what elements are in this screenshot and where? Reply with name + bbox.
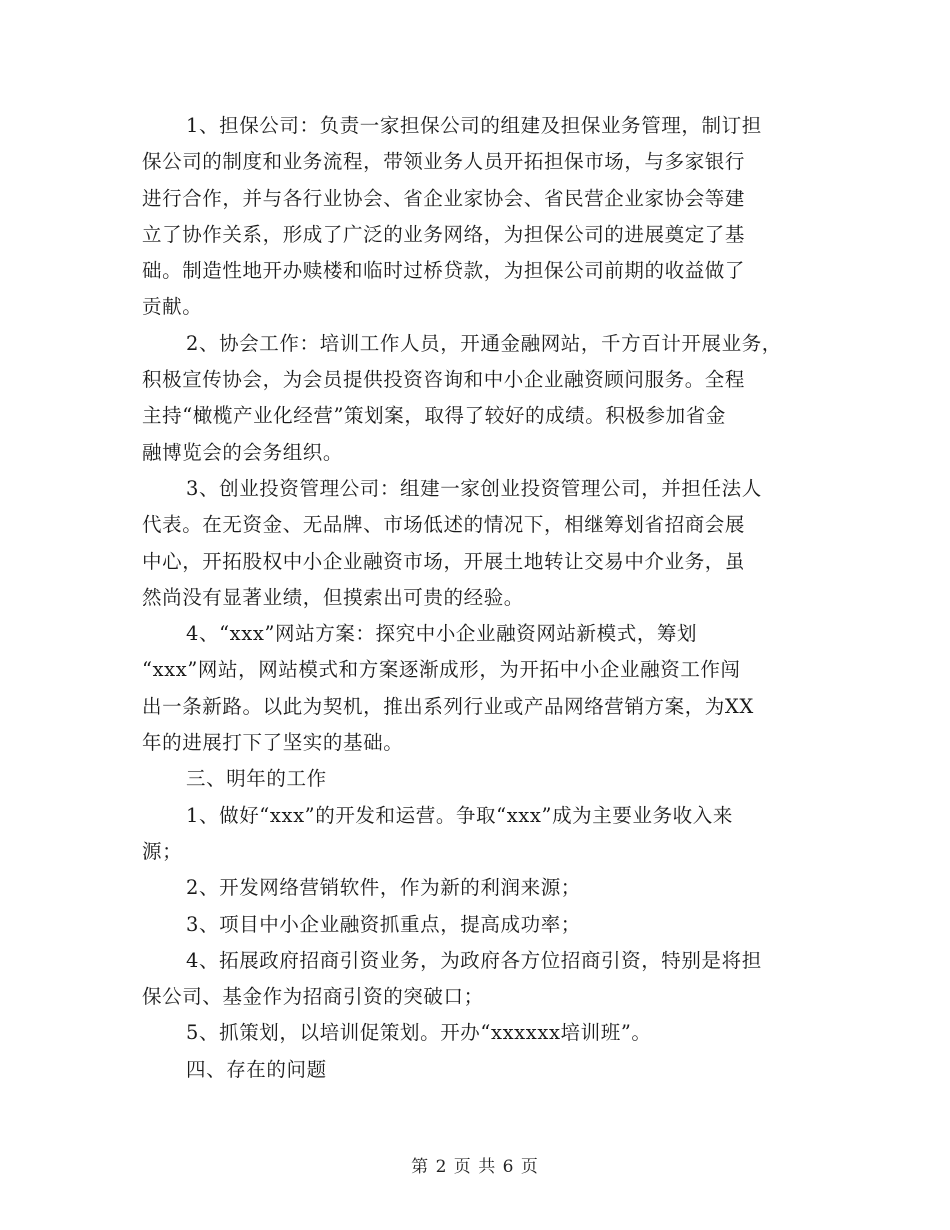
paragraph-line: 2、协会工作：培训工作人员，开通金融网站，千方百计开展业务， <box>186 331 782 355</box>
paragraph-line: 然尚没有显著业绩，但摸索出可贵的经验。 <box>142 585 524 609</box>
paragraph-line: 年的进展打下了坚实的基础。 <box>142 731 404 755</box>
paragraph-line: 保公司的制度和业务流程，带领业务人员开拓担保市场，与多家银行 <box>142 150 746 174</box>
paragraph-line: 保公司、基金作为招商引资的突破口； <box>142 985 484 1009</box>
section-heading: 三、明年的工作 <box>186 767 327 791</box>
paragraph-line: 贡献。 <box>142 295 203 319</box>
paragraph-line: 代表。在无资金、无品牌、市场低述的情况下，相继筹划省招商会展 <box>142 513 746 537</box>
paragraph-line: 出一条新路。以此为契机，推出系列行业或产品网络营销方案，为XX <box>142 694 754 718</box>
paragraph-line: 础。制造性地开办赎楼和临时过桥贷款，为担保公司前期的收益做了 <box>142 259 746 283</box>
paragraph-line: “xxx”网站，网站模式和方案逐渐成形，为开拓中小企业融资工作闯 <box>142 658 741 682</box>
paragraph-line: 中心，开拓股权中小企业融资市场，开展土地转让交易中介业务，虽 <box>142 549 746 573</box>
paragraph-line: 积极宣传协会，为会员提供投资咨询和中小企业融资顾问服务。全程 <box>142 368 746 392</box>
paragraph-line: 3、项目中小企业融资抓重点，提高成功率； <box>186 912 581 936</box>
paragraph-line: 进行合作，并与各行业协会、省企业家协会、省民营企业家协会等建 <box>142 186 746 210</box>
paragraph-line: 1、担保公司：负责一家担保公司的组建及担保业务管理，制订担 <box>186 114 762 137</box>
paragraph-line: 5、抓策划，以培训促策划。开办“xxxxxx培训班”。 <box>186 1021 652 1045</box>
paragraph-line: 4、“xxx”网站方案：探究中小企业融资网站新模式，筹划 <box>186 622 698 646</box>
page-number-label: 第 2 页 共 6 页 <box>411 1157 539 1177</box>
paragraph-line: 立了协作关系，形成了广泛的业务网络，为担保公司的进展奠定了基 <box>142 222 746 246</box>
paragraph-line: 融博览会的会务组织。 <box>142 440 344 464</box>
paragraph-line: 1、做好“xxx”的开发和运营。争取“xxx”成为主要业务收入来 <box>186 803 733 827</box>
section-heading: 四、存在的问题 <box>186 1057 327 1081</box>
paragraph-line: 3、创业投资管理公司：组建一家创业投资管理公司，并担任法人 <box>186 476 762 500</box>
paragraph-line: 2、开发网络营销软件，作为新的利润来源； <box>186 876 581 900</box>
paragraph-line: 源； <box>142 839 183 863</box>
paragraph-line: 4、拓展政府招商引资业务，为政府各方位招商引资，特别是将担 <box>186 948 762 972</box>
page-footer <box>0 1152 950 1177</box>
paragraph-line: 主持“橄榄产业化经营”策划案，取得了较好的成绩。积极参加省金 <box>142 404 726 428</box>
document-body <box>142 108 812 1088</box>
